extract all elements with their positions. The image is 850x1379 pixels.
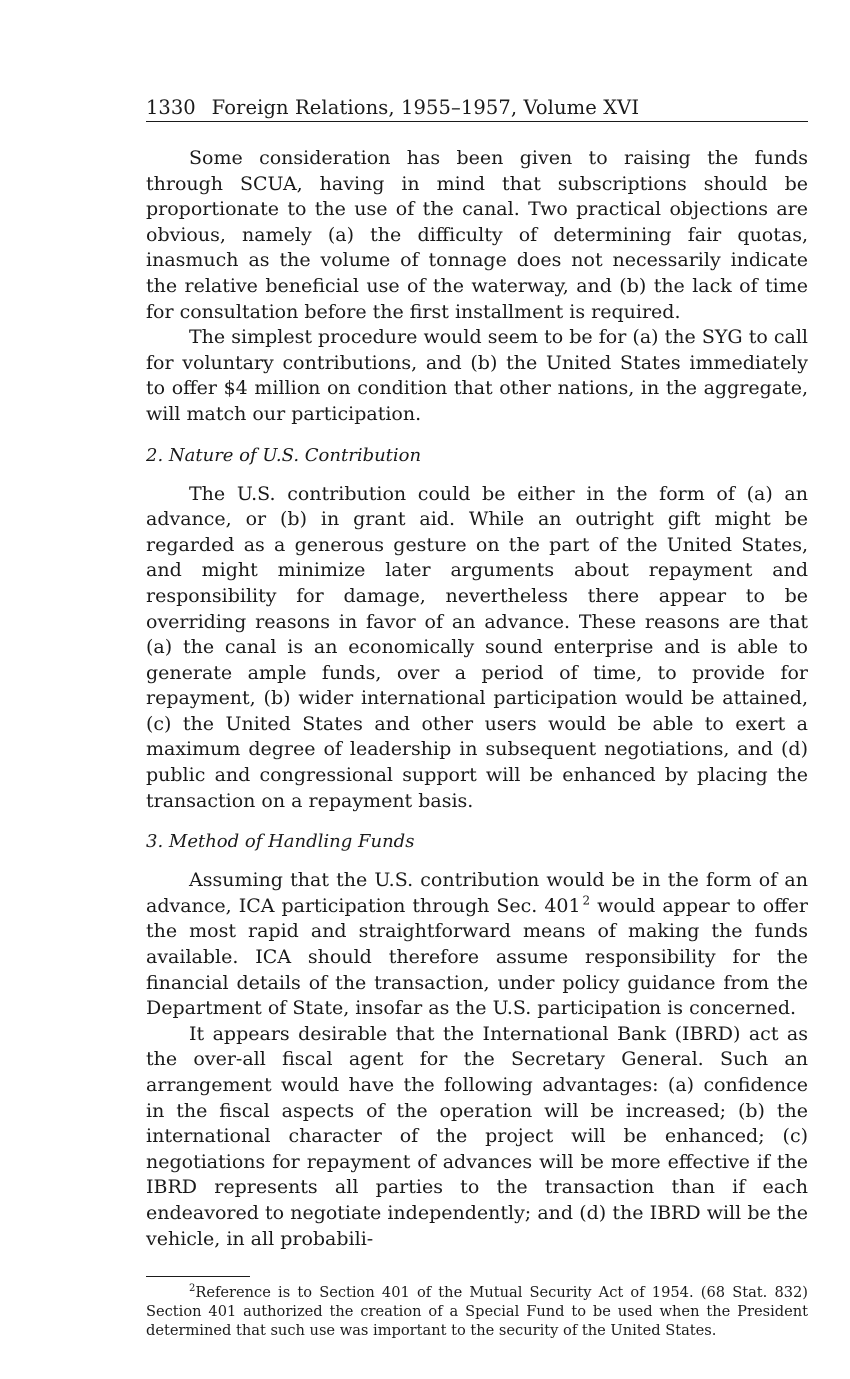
footnote-divider — [146, 1276, 250, 1277]
paragraph-ica-text-end: would appear to offer the most rapid and straightforward means of making the funds available. ICA should therefore assume responsibility for the financial details of the transaction, under policy guidance from the Department of State, insofar as the U.S. participation is concerned. — [146, 894, 808, 1020]
section-heading-method-of-handling-funds: 3. Method of Handling Funds — [146, 831, 415, 853]
paragraph-ibrd-fiscal-agent: It appears desirable that the International Bank (IBRD) act as the over-all fiscal agent for the Secretary General. Such an arrangement would have the following advantages: (a) confidence in the fiscal aspects of the operation will be increased; (b) the international character of the project will be enhanced; (c) negotiations for repayment of advances will be more effective if the IBRD represents all parties to the transaction than if each endeavored to negotiate independently; and (d) the IBRD will be the vehicle, in all probabili- — [146, 1022, 808, 1250]
paragraph-funding-scua: Some consideration has been given to raising the funds through SCUA, having in mind that subscriptions should be proportionate to the use of the canal. Two practical objections are obvious, namely (a) the difficulty of determining fair quotas, inasmuch as the volume of tonnage does not necessarily indicate the relative beneficial use of the waterway, and (b) the lack of time for consultation before the first installment is required. — [146, 147, 808, 323]
document-page — [146, 96, 808, 1340]
footnote-marker: 2 — [189, 1283, 196, 1295]
paragraph-ica-participation — [146, 868, 808, 1022]
footnote — [146, 1283, 808, 1340]
volume-title: Foreign Relations, 1955–1957, Volume XVI — [211, 96, 640, 119]
body-text — [146, 146, 808, 1252]
paragraph-ica-text-start: Assuming that the U.S. contribution would be in the form of an advance, ICA participation through Sec. 401 — [146, 869, 808, 917]
section-heading-nature-of-contribution: 2. Nature of U.S. Contribution — [146, 444, 422, 466]
footnote-reference: 2 — [582, 893, 591, 908]
paragraph-nature-of-contribution: The U.S. contribution could be either in the form of (a) an advance, or (b) in grant aid. While an outright gift might be regarded as a generous gesture on the part of the United States, and might minimize later arguments about repayment and responsibility for damage, nevertheless there appear to be overriding reasons in favor of an advance. These reasons are that (a) the canal is an economically sound enterprise and is able to generate ample funds, over a period of time, to provide for repayment, (b) wider international participation would be attained, (c) the United States and other users would be able to exert a maximum degree of leadership in subsequent negotiations, and (d) public and congressional support will be enhanced by placing the transaction on a repayment basis. — [146, 482, 808, 812]
running-header — [146, 96, 808, 122]
paragraph-simplest-procedure: The simplest procedure would seem to be for (a) the SYG to call for voluntary contributions, and (b) the United States immediately to offer $4 million on condition that other nations, in the aggregate, will match our participation. — [146, 326, 808, 425]
page-number: 1330 — [146, 96, 196, 119]
footnote-text: Reference is to Section 401 of the Mutual Security Act of 1954. (68 Stat. 832) Section 401 authorized the creation of a Special Fund to be used when the President determined that such use was important to the security of the United States. — [146, 1284, 808, 1340]
